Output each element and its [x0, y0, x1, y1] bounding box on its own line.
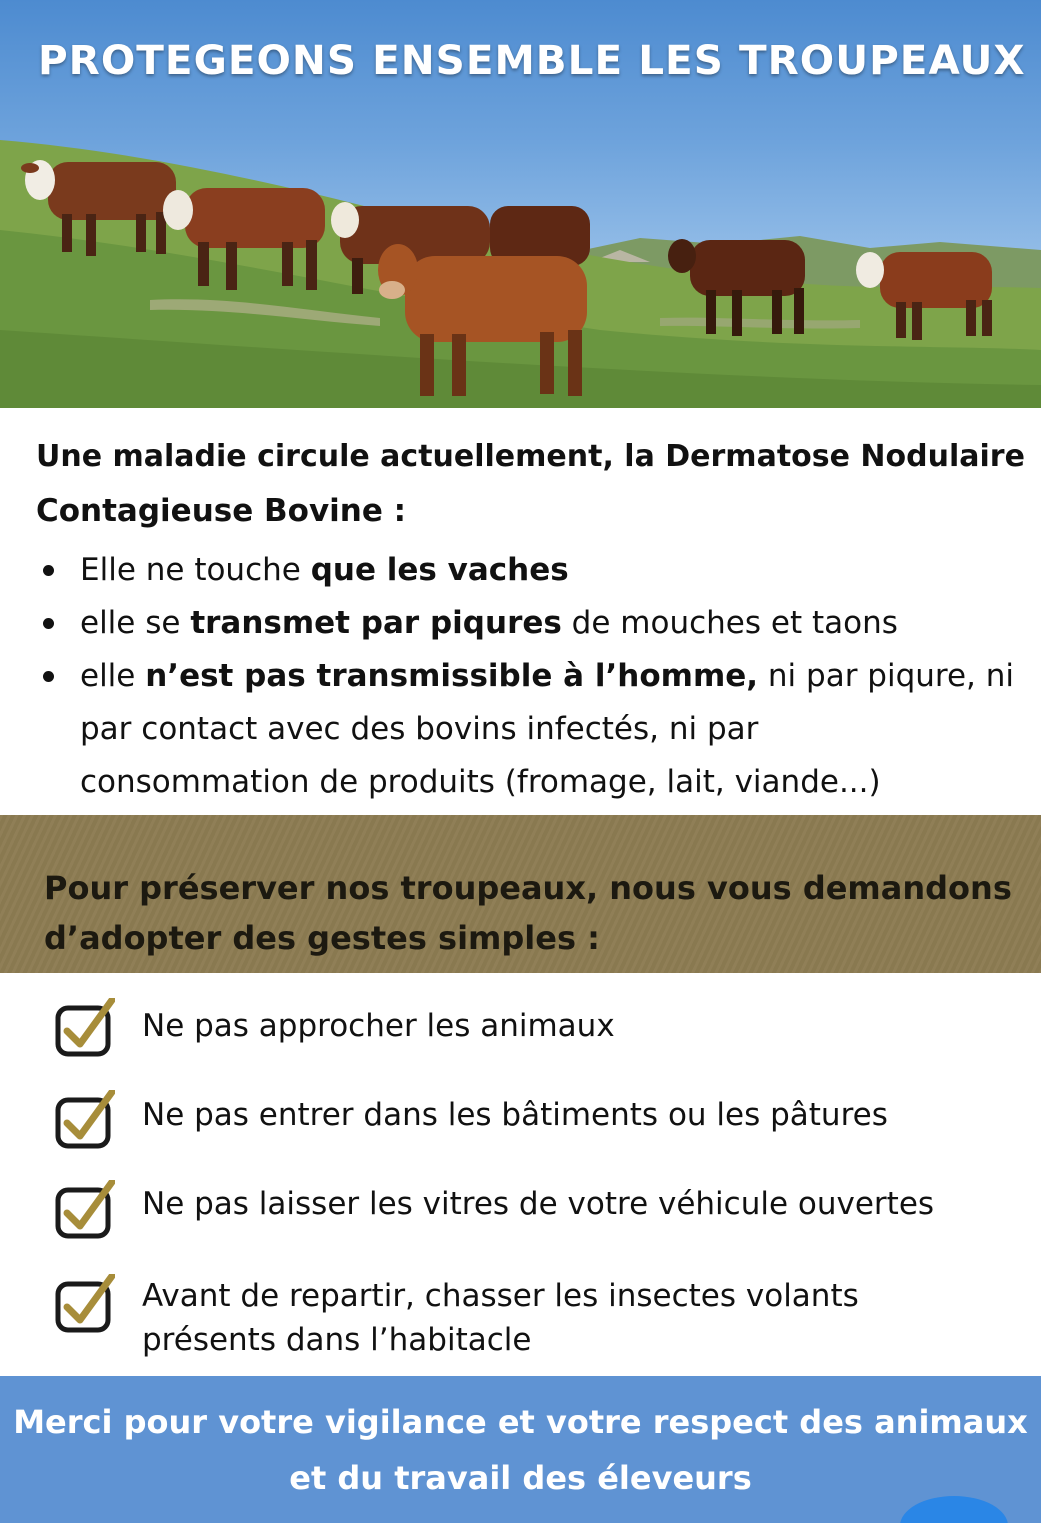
fact-text: de mouches et taons — [561, 605, 898, 641]
checklist-label — [142, 1182, 934, 1226]
intro-line: Contagieuse Bovine : — [36, 493, 407, 529]
band-line: Pour préserver nos troupeaux, nous vous demandons — [44, 869, 1012, 907]
footer-message — [0, 1394, 1041, 1506]
fact-item — [0, 597, 1041, 650]
fact-emphasis: transmet par piqures — [190, 605, 562, 641]
footer-line: et du travail des éleveurs — [289, 1459, 752, 1497]
disease-facts-list — [0, 544, 1041, 809]
checkbox-checked-icon — [55, 1274, 115, 1334]
checklist-label — [142, 1274, 859, 1362]
fact-text: par contact avec des bovins infectés, ni par — [80, 711, 759, 747]
checklist-label — [142, 1004, 615, 1048]
checkbox-checked-icon — [55, 1090, 115, 1150]
fact-item — [0, 544, 1041, 597]
call-to-action-band — [0, 815, 1041, 973]
band-heading — [44, 863, 1012, 963]
checklist-text: Avant de repartir, chasser les insectes volants — [142, 1278, 859, 1314]
checkbox-checked-icon — [55, 998, 115, 1058]
checklist-text: Ne pas approcher les animaux — [142, 1008, 615, 1044]
checklist-text: Ne pas laisser les vitres de votre véhicule ouvertes — [142, 1186, 935, 1222]
fact-item — [0, 650, 1041, 703]
bullet-icon — [43, 565, 54, 576]
fact-emphasis: n’est pas transmissible à l’homme, — [145, 658, 759, 694]
fact-text: elle — [80, 658, 146, 694]
fact-text: consommation de produits (fromage, lait, viande...) — [80, 764, 881, 800]
hero-title: PROTEGEONS ENSEMBLE LES TROUPEAUX — [38, 36, 1026, 84]
fact-text: elle se — [80, 605, 191, 641]
hero-banner — [0, 0, 1041, 408]
checklist-label — [142, 1093, 888, 1137]
fact-text: ni par piqure, ni — [758, 658, 1015, 694]
fact-continuation — [0, 756, 1041, 809]
intro-heading — [36, 430, 1041, 538]
footer-line: Merci pour votre vigilance et votre respect des animaux — [13, 1403, 1028, 1441]
intro-line: Une maladie circule actuellement, la Dermatose Nodulaire — [36, 439, 1025, 474]
fact-emphasis: que les vaches — [310, 552, 569, 588]
fact-continuation — [0, 703, 1041, 756]
checklist-text: Ne pas entrer dans les bâtiments ou les pâtures — [142, 1097, 888, 1133]
fact-text: Elle ne touche — [80, 552, 311, 588]
thank-you-footer — [0, 1376, 1041, 1523]
bullet-icon — [43, 671, 54, 682]
bullet-icon — [43, 618, 54, 629]
checkbox-checked-icon — [55, 1180, 115, 1240]
band-line: d’adopter des gestes simples : — [44, 919, 600, 957]
checklist-text: présents dans l’habitacle — [142, 1322, 532, 1358]
